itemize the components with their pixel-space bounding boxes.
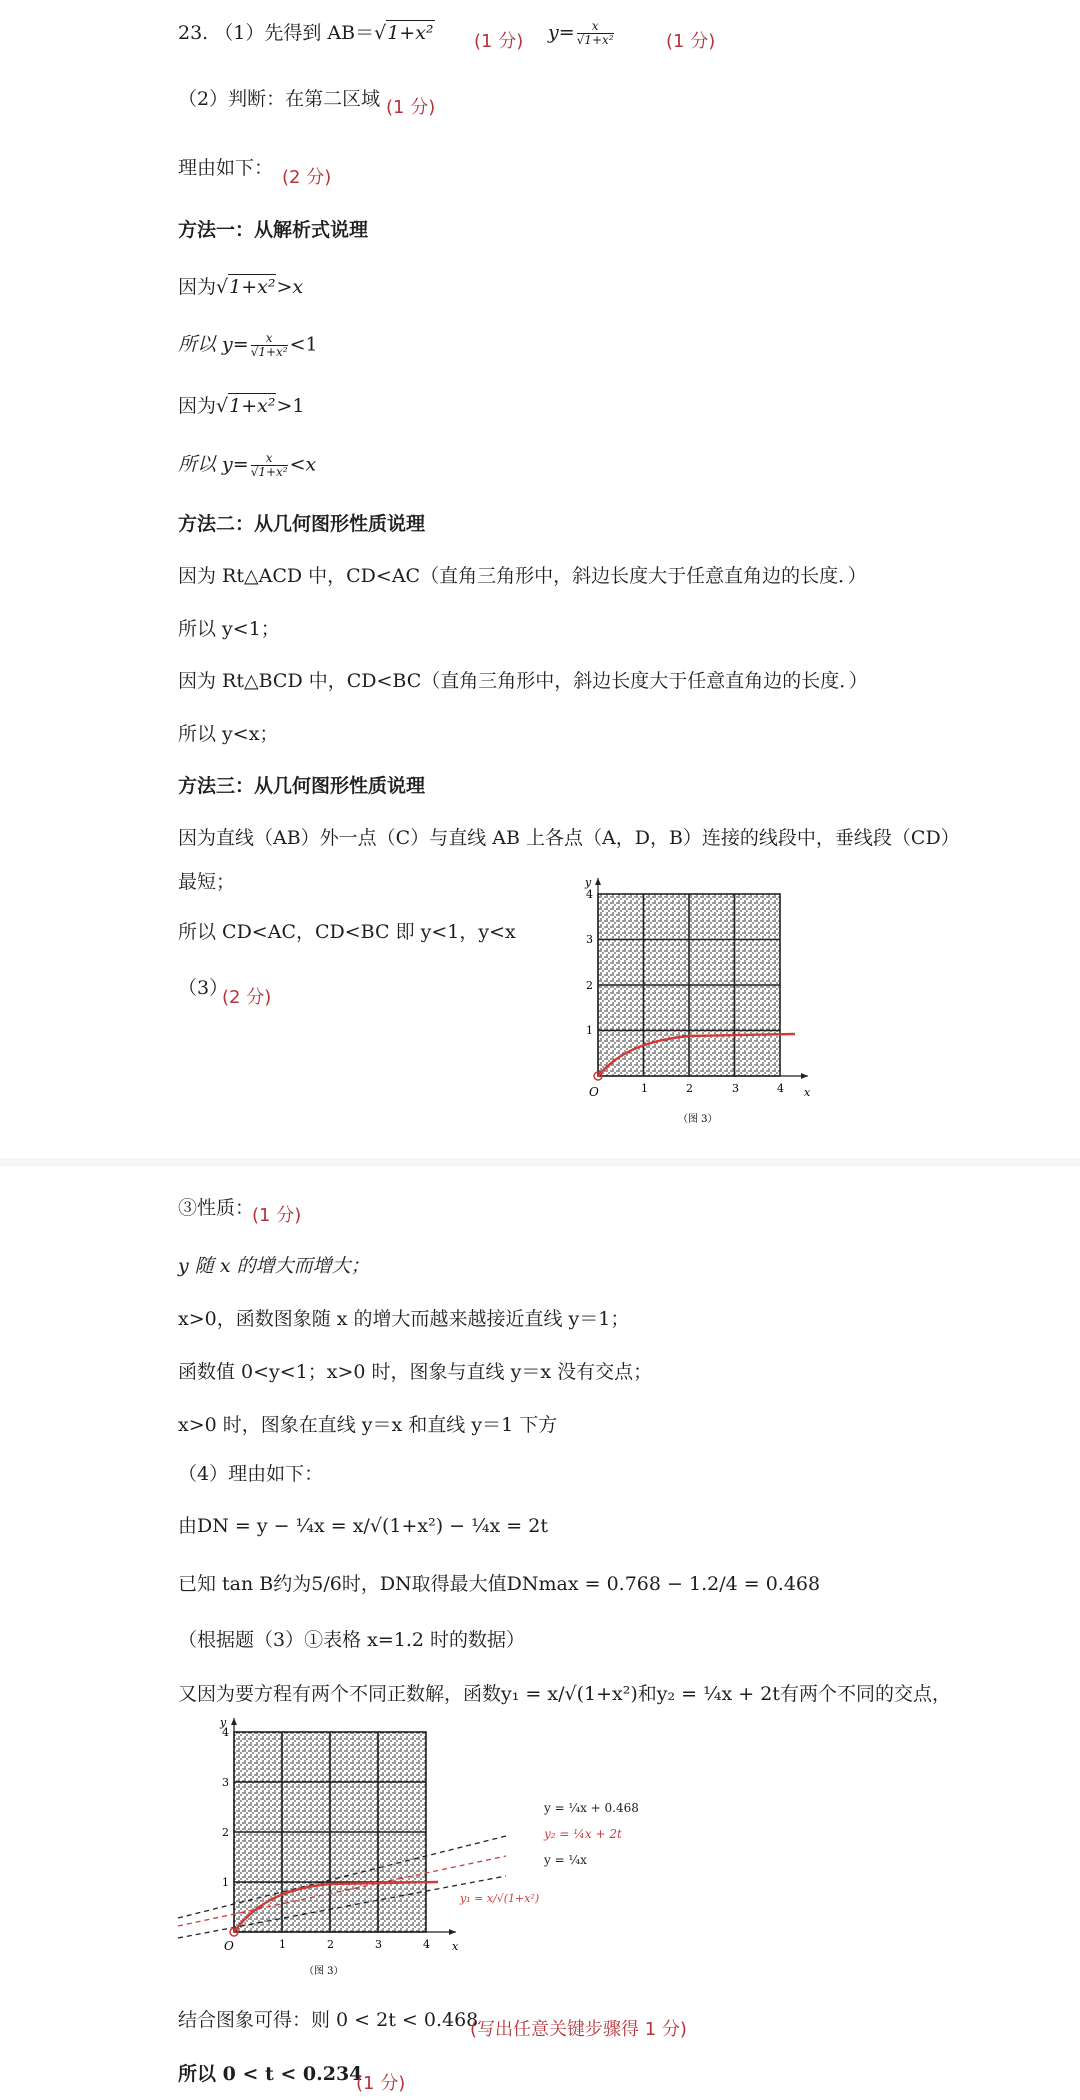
method2-line-d: 所以 y<x；: [178, 723, 279, 745]
figure2-graph: [176, 1712, 706, 1984]
text-pre: 因为: [178, 395, 217, 417]
origin-label: O: [224, 1939, 234, 1953]
sqrt-body: 1+x²: [229, 395, 276, 417]
sqrt-sign: √: [216, 395, 229, 417]
figure1-caption: （图 3）: [678, 1114, 718, 1125]
text-pre: 所以 y=: [178, 453, 249, 476]
part3-text: （3）: [178, 977, 229, 999]
y-tick-1: 1: [586, 1024, 593, 1037]
score-part1-a: (1 分): [474, 31, 524, 52]
score-part2: (1 分): [386, 97, 436, 118]
property-line-c: 函数值 0<y<1；x>0 时，图象与直线 y＝x 没有交点；: [178, 1361, 653, 1383]
reason-text: 理由如下：: [178, 157, 274, 179]
method3-line-a: 因为直线（AB）外一点（C）与直线 AB 上各点（A，D，B）连接的线段中，垂线段（CD）: [178, 827, 960, 849]
y-axis-label: y: [220, 1716, 227, 1729]
method1-line-b: [178, 332, 318, 359]
sqrt-sign: √: [374, 22, 387, 44]
method3-line-b: 最短；: [178, 871, 236, 893]
origin-label: O: [589, 1085, 599, 1099]
frac-num: x: [265, 331, 273, 345]
method1-title: 方法一：从解析式说理: [178, 219, 369, 241]
x-tick-4: 4: [777, 1082, 784, 1095]
x-tick-2: 2: [327, 1938, 334, 1951]
part1-y-formula: [548, 20, 616, 47]
line-part1: [178, 20, 435, 45]
text-post: <1: [289, 333, 318, 356]
method2-title: 方法二：从几何图形性质说理: [178, 513, 426, 535]
frac-den: √1+x²: [576, 33, 614, 47]
score-reason: (2 分): [282, 167, 332, 188]
fraction: [251, 452, 288, 479]
x-tick-2: 2: [686, 1082, 693, 1095]
part1-text: （1）先得到 AB＝: [214, 22, 375, 44]
part4-line-c: （根据题（3）①表格 x=1.2 时的数据）: [178, 1629, 526, 1651]
score-part1-b: (1 分): [666, 31, 716, 52]
text-pre: 因为: [178, 276, 217, 298]
x-tick-3: 3: [732, 1082, 739, 1095]
text-post: >1: [276, 395, 305, 417]
y-tick-3: 3: [586, 933, 593, 946]
method1-line-c: [178, 393, 304, 418]
final-answer: 所以 0 < t < 0.234: [178, 2063, 363, 2085]
score-final: (1 分): [356, 2073, 406, 2094]
method2-line-c: 因为 Rt△BCD 中，CD<BC（直角三角形中，斜边长度大于任意直角边的长度．）: [178, 670, 868, 692]
y-axis-label: y: [585, 876, 592, 889]
method3-title: 方法三：从几何图形性质说理: [178, 775, 426, 797]
conclusion-line: 结合图象可得：则 0 < 2t < 0.468: [178, 2009, 479, 2031]
part4-line-d: 又因为要方程有两个不同正数解，函数y₁ = x/√(1+x²)和y₂ = ¼x + 2t有两个不同的交点，: [178, 1683, 951, 1705]
y-tick-3: 3: [222, 1776, 229, 1789]
sqrt-sign: √: [216, 276, 229, 298]
y-tick-4: 4: [586, 888, 593, 901]
method2-line-b: 所以 y<1；: [178, 618, 280, 640]
label-line-y2: y₂ = ¼x + 2t: [544, 1827, 622, 1841]
part1-y: y=: [548, 21, 575, 44]
method3-line-c: 所以 CD<AC，CD<BC 即 y<1，y<x: [178, 921, 516, 943]
text-pre: 所以 y=: [178, 333, 249, 356]
x-axis-label: x: [452, 1940, 459, 1953]
score-property: (1 分): [252, 1205, 302, 1226]
part4-line-b: 已知 tan B约为5/6时，DN取得最大值DNmax = 0.768 − 1.2/4 = 0.468: [178, 1573, 821, 1595]
figure1-graph: [580, 870, 820, 1130]
method2-line-a: 因为 Rt△ACD 中，CD<AC（直角三角形中，斜边长度大于任意直角边的长度．）: [178, 565, 867, 587]
part1-fraction: [577, 20, 614, 47]
part4-line-a: 由DN = y − ¼x = x/√(1+x²) − ¼x = 2t: [178, 1515, 548, 1537]
page-separator: [0, 1158, 1080, 1166]
frac-num: x: [591, 19, 599, 33]
figure2-caption: （图 3）: [304, 1966, 344, 1977]
method1-line-a: [178, 274, 303, 299]
x-axis-label: x: [804, 1086, 811, 1099]
question-number: 23.: [178, 22, 209, 44]
sqrt-body: 1+x²: [229, 276, 276, 298]
part2-text: （2）判断：在第二区域: [178, 88, 381, 110]
x-axis-arrow: [801, 1073, 808, 1079]
y-tick-2: 2: [222, 1826, 229, 1839]
x-tick-1: 1: [641, 1082, 648, 1095]
method1-line-d: [178, 452, 316, 479]
property-line-b: x>0，函数图象随 x 的增大而越来越接近直线 y＝1；: [178, 1308, 630, 1330]
text-post: <x: [289, 453, 317, 476]
y-tick-2: 2: [586, 979, 593, 992]
part4-title: （4）理由如下：: [178, 1463, 324, 1485]
label-line-top: y = ¼x + 0.468: [544, 1801, 639, 1815]
text-post: >x: [276, 276, 304, 298]
property-line-d: x>0 时，图象在直线 y＝x 和直线 y＝1 下方: [178, 1414, 558, 1436]
x-tick-1: 1: [279, 1938, 286, 1951]
part1-sqrt: 1+x²: [387, 22, 434, 44]
property-line-a: y 随 x 的增大而增大；: [178, 1255, 370, 1277]
property-title: ③性质：: [178, 1197, 255, 1219]
y-axis-arrow: [595, 878, 601, 885]
x-tick-3: 3: [375, 1938, 382, 1951]
y-tick-1: 1: [222, 1876, 229, 1889]
label-curve-y1: y₁ = x/√(1+x²): [460, 1892, 540, 1905]
fraction: [251, 332, 288, 359]
score-conclusion: (写出任意关键步骤得 1 分): [470, 2019, 687, 2040]
y-axis-arrow: [231, 1718, 237, 1725]
score-part3: (2 分): [222, 987, 272, 1008]
x-tick-4: 4: [423, 1938, 430, 1951]
frac-num: x: [265, 451, 273, 465]
frac-den: √1+x²: [250, 465, 288, 479]
label-line-bottom: y = ¼x: [544, 1853, 587, 1867]
frac-den: √1+x²: [250, 345, 288, 359]
y-tick-4: 4: [222, 1726, 229, 1739]
x-axis-arrow: [449, 1929, 456, 1935]
